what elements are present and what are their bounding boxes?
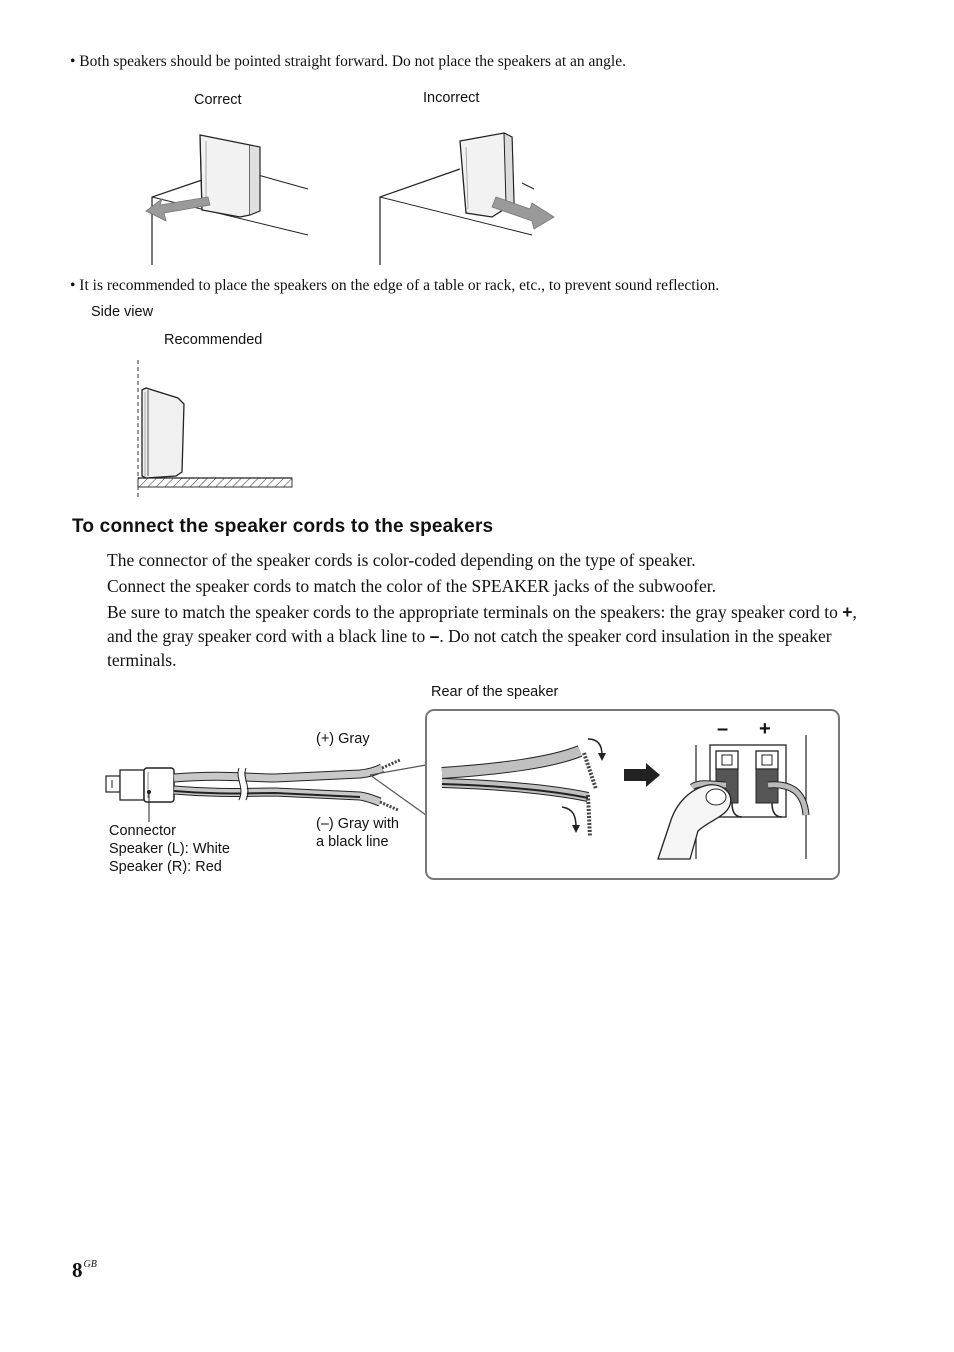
section-body — [107, 548, 867, 674]
label-correct: Correct — [194, 92, 242, 108]
label-speaker-l: Speaker (L): White — [109, 841, 230, 857]
paragraph-terminals — [107, 600, 867, 672]
paragraph-match-color: Connect the speaker cords to match the color of the SPEAKER jacks of the subwoofer. — [107, 576, 716, 596]
terminal-detail-callout — [370, 705, 845, 885]
label-side-view: Side view — [91, 304, 154, 320]
page-number-suffix: GB — [83, 1259, 97, 1270]
label-minus-gray-line1: (–) Gray with — [316, 816, 399, 832]
terminal-minus-label: – — [717, 718, 729, 740]
label-recommended: Recommended — [164, 332, 263, 348]
plus-symbol: + — [842, 602, 853, 622]
label-rear-of-speaker: Rear of the speaker — [431, 684, 559, 700]
page-number — [72, 1258, 97, 1283]
label-speaker-r: Speaker (R): Red — [109, 859, 222, 875]
label-minus-gray-line2: a black line — [316, 834, 389, 850]
paragraph-terminals-part1: Be sure to match the speaker cords to the appropriate terminals on the speakers: the gray speaker cord to — [107, 602, 843, 622]
page-number-value: 8 — [72, 1258, 83, 1282]
correct-placement-illustration — [140, 125, 320, 270]
side-view-illustration — [130, 360, 300, 500]
section-heading: To connect the speaker cords to the speakers — [72, 516, 494, 537]
label-connector: Connector — [109, 823, 176, 839]
bullet-edge: • It is recommended to place the speakers on the edge of a table or rack, etc., to prevent sound reflection. — [70, 277, 720, 294]
label-incorrect: Incorrect — [423, 90, 480, 106]
label-plus-gray: (+) Gray — [316, 731, 370, 747]
incorrect-placement-illustration — [372, 125, 562, 270]
minus-symbol: – — [429, 626, 440, 646]
terminal-plus-label: + — [759, 718, 771, 740]
paragraph-color-coded: The connector of the speaker cords is color-coded depending on the type of speaker. — [107, 550, 696, 570]
bullet-angle: • Both speakers should be pointed straight forward. Do not place the speakers at an angle. — [70, 53, 626, 70]
paragraph-terminals-part2: , and the gray speaker cord with a black line to — [107, 602, 857, 646]
paragraph-terminals-part3: . Do not catch the speaker cord insulation in the speaker terminals. — [107, 626, 832, 670]
